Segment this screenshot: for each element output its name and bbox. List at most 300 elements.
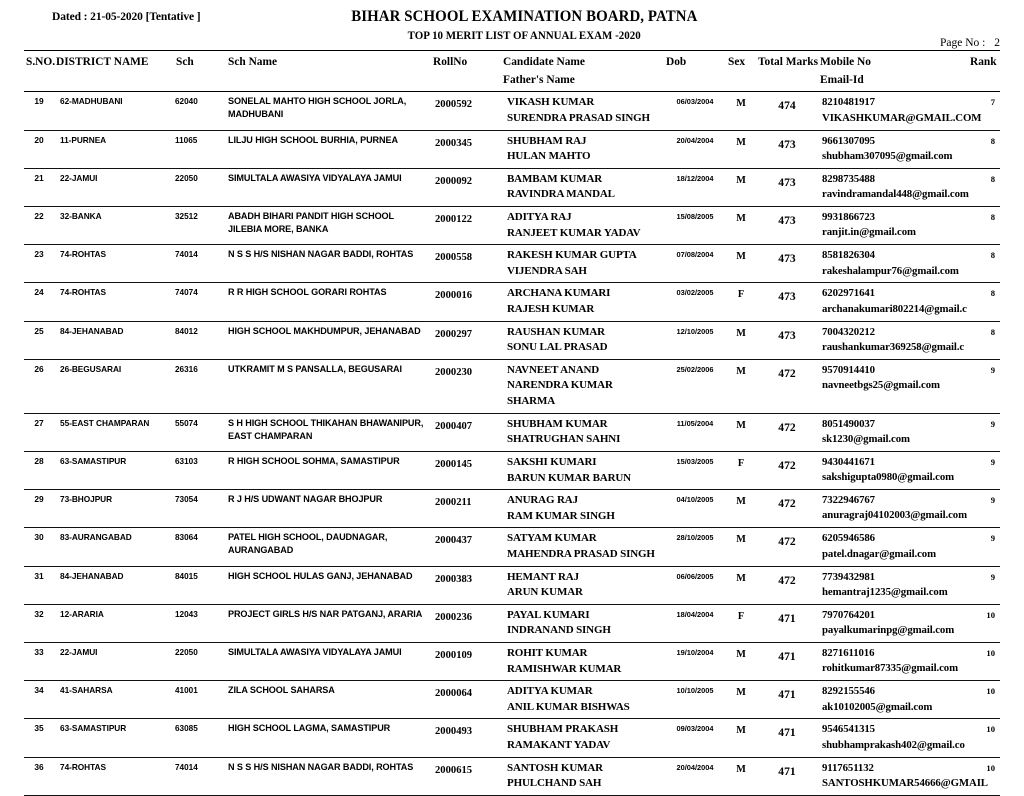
cell-sch-name: SIMULTALA AWASIYA VIDYALAYA JAMUI bbox=[226, 643, 431, 681]
cell-contact-primary: 7004320212 bbox=[822, 325, 875, 338]
cell-contact-primary: 9117651132 bbox=[822, 761, 874, 774]
cell-district: 74-ROHTAS bbox=[54, 245, 174, 283]
cell-candidate-primary: NAVNEET ANAND bbox=[507, 363, 600, 376]
cell-sch-name: HIGH SCHOOL LAGMA, SAMASTIPUR bbox=[226, 719, 431, 757]
col-header-mobile-no: Mobile No bbox=[820, 56, 871, 68]
cell-candidate-secondary: RAVINDRA MANDAL bbox=[507, 188, 615, 201]
cell-rank: 8 bbox=[968, 245, 1000, 283]
cell-district: 63-SAMASTIPUR bbox=[54, 451, 174, 489]
cell-contact-secondary: ranjit.in@gmail.com bbox=[822, 226, 916, 239]
cell-candidate bbox=[501, 168, 664, 206]
cell-sex: M bbox=[726, 719, 756, 757]
cell-contact bbox=[818, 359, 968, 413]
cell-sex: F bbox=[726, 283, 756, 321]
cell-sch-name: LILJU HIGH SCHOOL BURHIA, PURNEA bbox=[226, 130, 431, 168]
cell-rank: 10 bbox=[968, 757, 1000, 795]
cell-sch-code: 22050 bbox=[174, 643, 226, 681]
cell-district: 84-JEHANABAD bbox=[54, 321, 174, 359]
cell-contact-primary: 9546541315 bbox=[822, 723, 875, 736]
cell-candidate-secondary: MAHENDRA PRASAD SINGH bbox=[507, 547, 655, 560]
cell-candidate bbox=[501, 566, 664, 604]
cell-sch-name: ZILA SCHOOL SAHARSA bbox=[226, 681, 431, 719]
cell-rollno: 2000615 bbox=[431, 757, 501, 795]
cell-district: 74-ROHTAS bbox=[54, 757, 174, 795]
cell-candidate-primary: VIKASH KUMAR bbox=[507, 96, 595, 109]
cell-contact-primary: 6205946586 bbox=[822, 532, 875, 545]
table-body bbox=[24, 92, 1000, 796]
cell-contact-secondary: sk1230@gmail.com bbox=[822, 433, 910, 446]
cell-contact bbox=[818, 604, 968, 642]
cell-rank: 10 bbox=[968, 681, 1000, 719]
col-header-district: DISTRICT NAME bbox=[54, 51, 174, 92]
cell-sch-name: SIMULTALA AWASIYA VIDYALAYA JAMUI bbox=[226, 168, 431, 206]
col-header-rank: Rank bbox=[968, 51, 1000, 92]
cell-contact bbox=[818, 207, 968, 245]
cell-rollno: 2000383 bbox=[431, 566, 501, 604]
cell-rollno: 2000145 bbox=[431, 451, 501, 489]
cell-sch-name: PROJECT GIRLS H/S NAR PATGANJ, ARARIA bbox=[226, 604, 431, 642]
table-row bbox=[24, 451, 1000, 489]
cell-rollno: 2000109 bbox=[431, 643, 501, 681]
cell-candidate-primary: SATYAM KUMAR bbox=[507, 532, 597, 545]
cell-sch-name: N S S H/S NISHAN NAGAR BADDI, ROHTAS bbox=[226, 757, 431, 795]
cell-district: 74-ROHTAS bbox=[54, 283, 174, 321]
col-header-dob: Dob bbox=[664, 51, 726, 92]
cell-sno: 32 bbox=[24, 604, 54, 642]
cell-sex: M bbox=[726, 528, 756, 566]
cell-candidate bbox=[501, 604, 664, 642]
cell-candidate-primary: BAMBAM KUMAR bbox=[507, 172, 603, 185]
cell-sex: M bbox=[726, 413, 756, 451]
cell-contact bbox=[818, 321, 968, 359]
cell-contact-secondary: raushankumar369258@gmail.c bbox=[822, 340, 965, 353]
cell-candidate-secondary: RANJEET KUMAR YADAV bbox=[507, 226, 641, 239]
cell-contact-primary: 9570914410 bbox=[822, 363, 875, 376]
col-header-sch-name: Sch Name bbox=[226, 51, 431, 92]
cell-total-marks: 472 bbox=[756, 528, 818, 566]
cell-rollno: 2000592 bbox=[431, 92, 501, 130]
cell-candidate-primary: SHUBHAM PRAKASH bbox=[507, 723, 619, 736]
cell-dob: 10/10/2005 bbox=[664, 681, 726, 719]
cell-contact-secondary: navneetbgs25@gmail.com bbox=[822, 379, 940, 392]
cell-dob: 18/04/2004 bbox=[664, 604, 726, 642]
cell-contact-secondary: rakeshalampur76@gmail.com bbox=[822, 264, 959, 277]
cell-dob: 18/12/2004 bbox=[664, 168, 726, 206]
cell-sch-code: 74014 bbox=[174, 757, 226, 795]
cell-contact bbox=[818, 92, 982, 130]
cell-sch-code: 32512 bbox=[174, 207, 226, 245]
cell-rollno: 2000122 bbox=[431, 207, 501, 245]
cell-contact-primary: 9931866723 bbox=[822, 211, 875, 223]
cell-sch-code: 26316 bbox=[174, 359, 226, 413]
cell-sex: M bbox=[726, 245, 756, 283]
cell-rank: 8 bbox=[968, 321, 1000, 359]
cell-candidate-primary: ADITYA RAJ bbox=[507, 211, 572, 223]
cell-total-marks: 471 bbox=[756, 757, 818, 795]
cell-district: 22-JAMUI bbox=[54, 168, 174, 206]
cell-sno: 24 bbox=[24, 283, 54, 321]
col-header-email-id: Email-Id bbox=[820, 73, 864, 86]
col-header-candidate bbox=[501, 51, 664, 92]
table-row bbox=[24, 681, 1000, 719]
table-row bbox=[24, 757, 1000, 795]
cell-dob: 04/10/2005 bbox=[664, 490, 726, 528]
cell-total-marks: 473 bbox=[756, 207, 818, 245]
cell-total-marks: 471 bbox=[756, 681, 818, 719]
cell-rank: 8 bbox=[968, 283, 1000, 321]
cell-rollno: 2000230 bbox=[431, 359, 501, 413]
cell-total-marks: 471 bbox=[756, 643, 818, 681]
cell-rollno: 2000407 bbox=[431, 413, 501, 451]
cell-sno: 23 bbox=[24, 245, 54, 283]
cell-sch-code: 55074 bbox=[174, 413, 226, 451]
cell-sch-code: 11065 bbox=[174, 130, 226, 168]
cell-candidate-primary: ARCHANA KUMARI bbox=[507, 287, 611, 300]
cell-district: 41-SAHARSA bbox=[54, 681, 174, 719]
cell-dob: 06/03/2004 bbox=[664, 92, 726, 130]
cell-contact-primary: 8271611016 bbox=[822, 647, 875, 660]
cell-candidate-secondary: NARENDRA KUMAR SHARMA bbox=[507, 379, 613, 408]
cell-contact bbox=[818, 245, 968, 283]
cell-sno: 35 bbox=[24, 719, 54, 757]
cell-total-marks: 472 bbox=[756, 451, 818, 489]
cell-rank: 9 bbox=[968, 451, 1000, 489]
cell-contact bbox=[818, 719, 968, 757]
table-row bbox=[24, 168, 1000, 206]
table-header-row bbox=[24, 51, 1000, 92]
cell-candidate bbox=[501, 207, 664, 245]
cell-district: 32-BANKA bbox=[54, 207, 174, 245]
cell-contact bbox=[818, 566, 968, 604]
cell-dob: 07/08/2004 bbox=[664, 245, 726, 283]
page-number bbox=[940, 37, 1000, 49]
table-row bbox=[24, 528, 1000, 566]
cell-district: 22-JAMUI bbox=[54, 643, 174, 681]
cell-candidate-secondary: BARUN KUMAR BARUN bbox=[507, 471, 631, 484]
cell-candidate bbox=[501, 413, 664, 451]
cell-dob: 25/02/2006 bbox=[664, 359, 726, 413]
cell-sex: M bbox=[726, 643, 756, 681]
cell-rank: 8 bbox=[968, 207, 1000, 245]
cell-rollno: 2000211 bbox=[431, 490, 501, 528]
cell-rollno: 2000297 bbox=[431, 321, 501, 359]
merit-table bbox=[24, 50, 1000, 796]
cell-contact-primary: 8581826304 bbox=[822, 249, 875, 262]
cell-contact-primary: 9661307095 bbox=[822, 134, 875, 147]
cell-candidate bbox=[501, 490, 664, 528]
table-row bbox=[24, 283, 1000, 321]
cell-sno: 28 bbox=[24, 451, 54, 489]
board-title: BIHAR SCHOOL EXAMINATION BOARD, PATNA bbox=[350, 8, 698, 25]
cell-contact bbox=[818, 490, 968, 528]
col-header-sch: Sch bbox=[174, 51, 226, 92]
cell-district: 63-SAMASTIPUR bbox=[54, 719, 174, 757]
cell-sex: M bbox=[726, 490, 756, 528]
cell-candidate-primary: PAYAL KUMARI bbox=[507, 608, 590, 621]
cell-candidate bbox=[501, 451, 664, 489]
cell-contact-primary: 7970764201 bbox=[822, 608, 875, 621]
cell-dob: 11/05/2004 bbox=[664, 413, 726, 451]
dated-label: Dated : 21-05-2020 [Tentative ] bbox=[52, 11, 201, 23]
cell-contact-secondary: archanakumari802214@gmail.c bbox=[822, 302, 967, 315]
cell-sch-code: 74014 bbox=[174, 245, 226, 283]
cell-candidate bbox=[501, 719, 664, 757]
cell-candidate bbox=[501, 681, 664, 719]
cell-contact-secondary: ravindramandal448@gmail.com bbox=[822, 188, 969, 201]
cell-contact-primary: 7322946767 bbox=[822, 494, 875, 507]
cell-rollno: 2000558 bbox=[431, 245, 501, 283]
cell-dob: 19/10/2004 bbox=[664, 643, 726, 681]
cell-rank: 9 bbox=[968, 413, 1000, 451]
cell-candidate bbox=[501, 283, 664, 321]
cell-dob: 28/10/2005 bbox=[664, 528, 726, 566]
cell-total-marks: 472 bbox=[756, 490, 818, 528]
cell-total-marks: 474 bbox=[756, 92, 818, 130]
table-row bbox=[24, 321, 1000, 359]
cell-sno: 29 bbox=[24, 490, 54, 528]
cell-dob: 12/10/2005 bbox=[664, 321, 726, 359]
cell-candidate-secondary: RAJESH KUMAR bbox=[507, 303, 595, 316]
cell-sex: M bbox=[726, 566, 756, 604]
cell-contact-secondary: SANTOSHKUMAR54666@GMAIL bbox=[822, 777, 988, 789]
cell-rank: 8 bbox=[968, 168, 1000, 206]
col-header-father-name: Father's Name bbox=[503, 73, 575, 86]
cell-candidate bbox=[501, 757, 664, 795]
cell-sch-name: N S S H/S NISHAN NAGAR BADDI, ROHTAS bbox=[226, 245, 431, 283]
cell-sch-name: SONELAL MAHTO HIGH SCHOOL JORLA, MADHUBANI bbox=[226, 92, 431, 130]
cell-candidate bbox=[501, 359, 664, 413]
cell-candidate-secondary: SURENDRA PRASAD SINGH bbox=[507, 111, 650, 124]
cell-candidate bbox=[501, 643, 664, 681]
cell-candidate bbox=[501, 92, 664, 130]
cell-rollno: 2000236 bbox=[431, 604, 501, 642]
cell-contact-primary: 6202971641 bbox=[822, 287, 875, 300]
cell-dob: 15/08/2005 bbox=[664, 207, 726, 245]
cell-sno: 33 bbox=[24, 643, 54, 681]
table-row bbox=[24, 207, 1000, 245]
cell-sex: M bbox=[726, 681, 756, 719]
cell-district: 83-AURANGABAD bbox=[54, 528, 174, 566]
cell-contact-secondary: VIKASHKUMAR@GMAIL.COM bbox=[822, 111, 982, 124]
cell-candidate bbox=[501, 528, 664, 566]
cell-candidate-primary: SHUBHAM RAJ bbox=[507, 134, 587, 147]
table-row bbox=[24, 643, 1000, 681]
cell-district: 55-EAST CHAMPARAN bbox=[54, 413, 174, 451]
cell-rank: 10 bbox=[968, 604, 1000, 642]
cell-rank: 10 bbox=[968, 643, 1000, 681]
cell-district: 12-ARARIA bbox=[54, 604, 174, 642]
cell-total-marks: 472 bbox=[756, 566, 818, 604]
cell-contact bbox=[818, 283, 968, 321]
cell-total-marks: 473 bbox=[756, 130, 818, 168]
cell-rollno: 2000493 bbox=[431, 719, 501, 757]
cell-candidate-secondary: RAMISHWAR KUMAR bbox=[507, 662, 622, 675]
cell-sch-code: 22050 bbox=[174, 168, 226, 206]
cell-contact-secondary: rohitkumar87335@gmail.com bbox=[822, 662, 958, 675]
cell-candidate-primary: RAKESH KUMAR GUPTA bbox=[507, 249, 637, 262]
cell-candidate-primary: RAUSHAN KUMAR bbox=[507, 325, 605, 338]
cell-candidate-secondary: RAMAKANT YADAV bbox=[507, 739, 611, 752]
cell-district: 11-PURNEA bbox=[54, 130, 174, 168]
cell-candidate-primary: SAKSHI KUMARI bbox=[507, 455, 597, 468]
cell-dob: 20/04/2004 bbox=[664, 130, 726, 168]
cell-district: 26-BEGUSARAI bbox=[54, 359, 174, 413]
cell-candidate bbox=[501, 321, 664, 359]
cell-sno: 25 bbox=[24, 321, 54, 359]
cell-rank: 9 bbox=[968, 528, 1000, 566]
table-row bbox=[24, 359, 1000, 413]
cell-candidate-secondary: SHATRUGHAN SAHNI bbox=[507, 433, 621, 446]
cell-candidate-secondary: PHULCHAND SAH bbox=[507, 777, 602, 790]
cell-sex: M bbox=[726, 359, 756, 413]
cell-candidate-primary: SANTOSH KUMAR bbox=[507, 761, 603, 774]
table-row bbox=[24, 245, 1000, 283]
cell-sno: 20 bbox=[24, 130, 54, 168]
cell-sch-name: HIGH SCHOOL MAKHDUMPUR, JEHANABAD bbox=[226, 321, 431, 359]
table-row bbox=[24, 604, 1000, 642]
cell-sch-name: R R HIGH SCHOOL GORARI ROHTAS bbox=[226, 283, 431, 321]
cell-sex: M bbox=[726, 168, 756, 206]
table-row bbox=[24, 413, 1000, 451]
cell-sex: M bbox=[726, 321, 756, 359]
cell-rank: 10 bbox=[968, 719, 1000, 757]
cell-contact-primary: 9430441671 bbox=[822, 455, 875, 468]
cell-sno: 36 bbox=[24, 757, 54, 795]
cell-contact-primary: 8210481917 bbox=[822, 96, 875, 109]
cell-candidate-secondary: SONU LAL PRASAD bbox=[507, 341, 608, 354]
col-header-total-marks: Total Marks bbox=[756, 51, 818, 92]
cell-sno: 19 bbox=[24, 92, 54, 130]
cell-candidate bbox=[501, 130, 664, 168]
cell-candidate-primary: SHUBHAM KUMAR bbox=[507, 417, 608, 430]
cell-sno: 26 bbox=[24, 359, 54, 413]
cell-rollno: 2000092 bbox=[431, 168, 501, 206]
cell-rollno: 2000016 bbox=[431, 283, 501, 321]
cell-contact-secondary: anuragraj04102003@gmail.com bbox=[822, 509, 967, 522]
cell-candidate-secondary: RAM KUMAR SINGH bbox=[507, 509, 615, 522]
cell-contact bbox=[818, 168, 968, 206]
cell-sno: 27 bbox=[24, 413, 54, 451]
cell-candidate bbox=[501, 245, 664, 283]
cell-candidate-primary: HEMANT RAJ bbox=[507, 570, 579, 583]
table-row bbox=[24, 719, 1000, 757]
cell-rank: 7 bbox=[968, 92, 1000, 130]
cell-contact bbox=[818, 130, 968, 168]
cell-rank: 9 bbox=[968, 566, 1000, 604]
cell-sno: 22 bbox=[24, 207, 54, 245]
cell-candidate-primary: ROHIT KUMAR bbox=[507, 647, 588, 660]
cell-sex: M bbox=[726, 757, 756, 795]
cell-total-marks: 473 bbox=[756, 283, 818, 321]
cell-dob: 03/02/2005 bbox=[664, 283, 726, 321]
cell-total-marks: 471 bbox=[756, 604, 818, 642]
page-no-value: 2 bbox=[994, 37, 1000, 49]
cell-contact-secondary: shubhamprakash402@gmail.co bbox=[822, 738, 965, 751]
cell-contact-primary: 8298735488 bbox=[822, 172, 875, 185]
cell-district: 84-JEHANABAD bbox=[54, 566, 174, 604]
cell-total-marks: 473 bbox=[756, 168, 818, 206]
cell-sch-name: PATEL HIGH SCHOOL, DAUDNAGAR, AURANGABAD bbox=[226, 528, 431, 566]
cell-sch-name: UTKRAMIT M S PANSALLA, BEGUSARAI bbox=[226, 359, 431, 413]
cell-sch-code: 63103 bbox=[174, 451, 226, 489]
cell-contact bbox=[818, 528, 968, 566]
cell-total-marks: 471 bbox=[756, 719, 818, 757]
cell-rank: 9 bbox=[968, 359, 1000, 413]
cell-candidate-primary: ANURAG RAJ bbox=[507, 494, 578, 507]
cell-contact bbox=[818, 757, 988, 795]
cell-sch-code: 73054 bbox=[174, 490, 226, 528]
cell-sch-code: 12043 bbox=[174, 604, 226, 642]
cell-dob: 09/03/2004 bbox=[664, 719, 726, 757]
cell-sch-code: 62040 bbox=[174, 92, 226, 130]
cell-sno: 21 bbox=[24, 168, 54, 206]
cell-total-marks: 473 bbox=[756, 321, 818, 359]
cell-contact bbox=[818, 681, 968, 719]
cell-total-marks: 472 bbox=[756, 413, 818, 451]
table-row bbox=[24, 92, 1000, 130]
cell-candidate-primary: ADITYA KUMAR bbox=[507, 685, 593, 698]
cell-contact-primary: 8292155546 bbox=[822, 685, 875, 698]
cell-contact-primary: 8051490037 bbox=[822, 417, 875, 430]
cell-contact-secondary: patel.dnagar@gmail.com bbox=[822, 547, 937, 560]
cell-sch-code: 84015 bbox=[174, 566, 226, 604]
cell-contact-secondary: shubham307095@gmail.com bbox=[822, 149, 953, 162]
cell-sch-name: R HIGH SCHOOL SOHMA, SAMASTIPUR bbox=[226, 451, 431, 489]
cell-candidate-secondary: INDRANAND SINGH bbox=[507, 624, 611, 637]
cell-rollno: 2000437 bbox=[431, 528, 501, 566]
table-row bbox=[24, 130, 1000, 168]
cell-rollno: 2000345 bbox=[431, 130, 501, 168]
cell-sno: 34 bbox=[24, 681, 54, 719]
col-header-rollno: RollNo bbox=[431, 51, 501, 92]
cell-sch-code: 63085 bbox=[174, 719, 226, 757]
cell-contact-primary: 7739432981 bbox=[822, 570, 875, 583]
cell-rollno: 2000064 bbox=[431, 681, 501, 719]
cell-rank: 9 bbox=[968, 490, 1000, 528]
cell-district: 73-BHOJPUR bbox=[54, 490, 174, 528]
cell-candidate-secondary: ARUN KUMAR bbox=[507, 586, 583, 599]
cell-contact bbox=[818, 451, 968, 489]
cell-contact-secondary: payalkumarinpg@gmail.com bbox=[822, 624, 955, 637]
merit-list-subtitle: TOP 10 MERIT LIST OF ANNUAL EXAM -2020 bbox=[407, 30, 641, 42]
cell-total-marks: 473 bbox=[756, 245, 818, 283]
table-row bbox=[24, 566, 1000, 604]
cell-contact-secondary: ak10102005@gmail.com bbox=[822, 700, 933, 713]
col-header-sex: Sex bbox=[726, 51, 756, 92]
cell-sno: 31 bbox=[24, 566, 54, 604]
cell-contact-secondary: hemantraj1235@gmail.com bbox=[822, 585, 948, 598]
col-header-candidate-name: Candidate Name bbox=[503, 56, 585, 68]
cell-contact-secondary: sakshigupta0980@gmail.com bbox=[822, 471, 955, 484]
cell-sch-code: 74074 bbox=[174, 283, 226, 321]
cell-sex: M bbox=[726, 92, 756, 130]
cell-dob: 15/03/2005 bbox=[664, 451, 726, 489]
cell-sch-code: 83064 bbox=[174, 528, 226, 566]
cell-sch-name: ABADH BIHARI PANDIT HIGH SCHOOL JILEBIA MORE, BANKA bbox=[226, 207, 431, 245]
cell-sch-name: R J H/S UDWANT NAGAR BHOJPUR bbox=[226, 490, 431, 528]
cell-sch-code: 84012 bbox=[174, 321, 226, 359]
cell-candidate-secondary: ANIL KUMAR BISHWAS bbox=[507, 700, 630, 713]
cell-dob: 20/04/2004 bbox=[664, 757, 726, 795]
cell-sno: 30 bbox=[24, 528, 54, 566]
col-header-sno: S.NO. bbox=[24, 51, 54, 92]
table-row bbox=[24, 490, 1000, 528]
cell-total-marks: 472 bbox=[756, 359, 818, 413]
page-no-label: Page No : bbox=[940, 37, 986, 49]
cell-candidate-secondary: VIJENDRA SAH bbox=[507, 264, 587, 277]
cell-dob: 06/06/2005 bbox=[664, 566, 726, 604]
cell-contact bbox=[818, 413, 968, 451]
